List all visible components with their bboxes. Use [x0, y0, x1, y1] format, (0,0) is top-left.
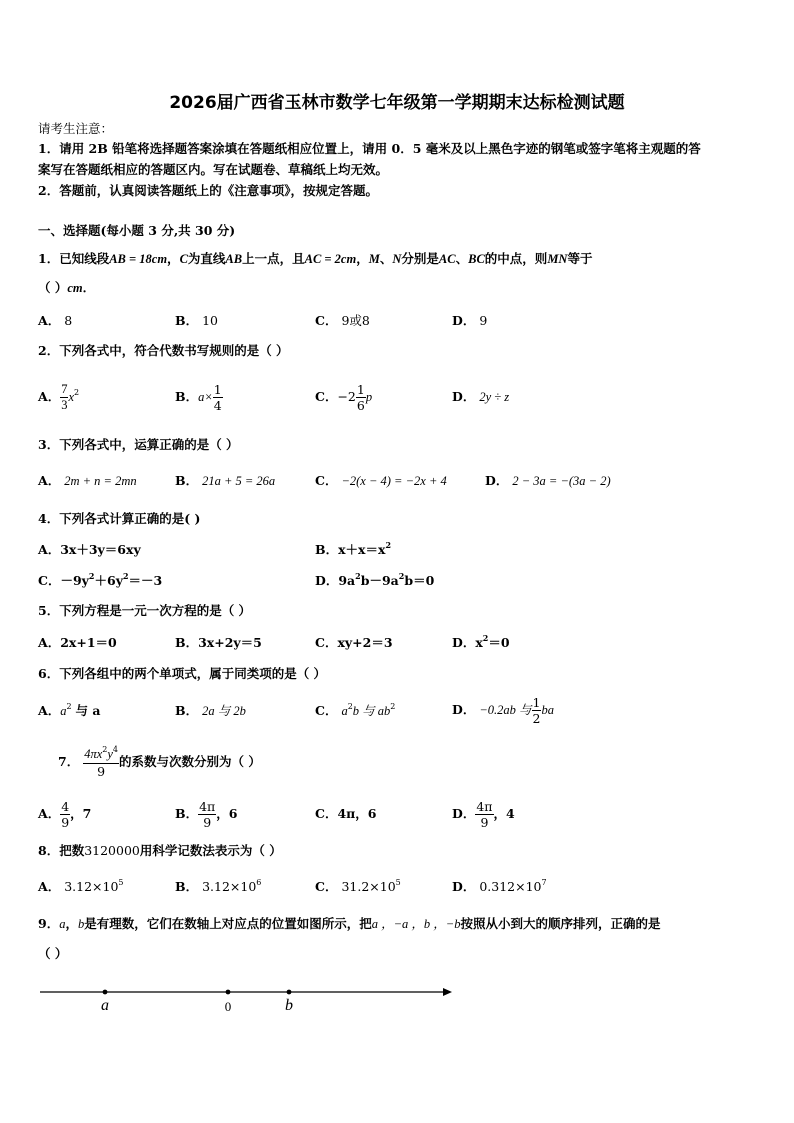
question-4-option-a[interactable]: A．3x＋3y＝6xy — [38, 542, 141, 557]
question-6-option-d[interactable]: D． −0.2ab 与 $\frac{1}{2}$ ba — [452, 695, 554, 726]
question-1-line-2: （ ）cm． — [38, 280, 96, 295]
question-8-stem: 8．把数3120000用科学记数法表示为（ ） — [38, 843, 282, 858]
question-1-stem: 1．已知线段AB = 18cm，C为直线AB上一点，且AC = 2cm，M、N分别是AC、BC的中点，则MN等于 — [38, 251, 593, 266]
question-7-option-d[interactable]: D． $\frac{4\pi}{9}$ ，4 — [452, 799, 515, 830]
notice-item-1-line-1: 1．请用 2B 铅笔将选择题答案涂填在答题纸相应位置上，请用 0．5 毫米及以上黑色字迹的钢笔或签字笔将主观题的答 — [38, 141, 701, 156]
question-7-option-b[interactable]: B． $\frac{4\pi}{9}$ ，6 — [175, 799, 238, 830]
notice-header: 请考生注意： — [38, 121, 114, 136]
question-1-option-c[interactable]: C． 9或8 — [315, 313, 370, 328]
point-a — [103, 990, 108, 995]
question-5-stem: 5．下列方程是一元一次方程的是（ ） — [38, 603, 252, 618]
notice-item-2: 2．答题前，认真阅读答题纸上的《注意事项》，按规定答题。 — [38, 183, 378, 198]
question-8-option-c[interactable]: C． $31.2\times 10^5$ — [315, 878, 401, 894]
question-5-option-a[interactable]: A．2x+1＝0 — [38, 635, 117, 650]
question-9-stem: 9．a，b是有理数，它们在数轴上对应点的位置如图所示，把a ，−a ，b ，−b按照从小到大的顺序排列，正确的是 — [38, 916, 661, 931]
label-b: b — [285, 997, 293, 1014]
label-zero: 0 — [224, 999, 232, 1014]
question-4-option-d[interactable]: D．$9a^2b-9a^2b=0$ — [315, 571, 435, 588]
question-1-option-a[interactable]: A． 8 — [38, 313, 73, 328]
point-b — [287, 990, 292, 995]
question-6-option-a[interactable]: A．$a^2$ 与 a — [38, 702, 101, 718]
question-8-option-d[interactable]: D． $0.312\times 10^7$ — [452, 878, 547, 894]
question-8-option-a[interactable]: A． $3.12\times 10^5$ — [38, 878, 124, 894]
question-2-option-b[interactable]: B．a× $\frac{1}{4}$ — [175, 382, 222, 413]
question-4-option-c[interactable]: C．$-9y^2+6y^2=-3$ — [38, 571, 163, 588]
question-3-option-c[interactable]: C． −2(x − 4) = −2x + 4 — [315, 473, 447, 488]
question-7-option-a[interactable]: A． $\frac{4}{9}$ ，7 — [38, 799, 92, 830]
question-1-option-b[interactable]: B． 10 — [175, 313, 218, 328]
number-line-figure — [38, 982, 458, 1022]
question-3-stem: 3．下列各式中，运算正确的是（ ） — [38, 437, 239, 452]
notice-item-1-line-2: 案写在答题纸相应的答题区内。写在试题卷、草稿纸上均无效。 — [38, 162, 389, 177]
question-6-option-b[interactable]: B． 2a 与 2b — [175, 703, 246, 718]
label-a: a — [101, 997, 109, 1014]
question-4-stem: 4．下列各式计算正确的是( ) — [38, 511, 201, 526]
question-6-option-c[interactable]: C． $a^2b$ 与 $ab^2$ — [315, 702, 396, 718]
question-2-option-c[interactable]: C．−2 $\frac{1}{6}$ p — [315, 382, 373, 413]
question-5-option-c[interactable]: C．xy+2＝3 — [315, 635, 393, 650]
question-3-option-b[interactable]: B． 21a + 5 = 26a — [175, 473, 276, 488]
question-6-stem: 6．下列各组中的两个单项式，属于同类项的是（ ） — [38, 666, 327, 681]
question-2-option-a[interactable]: A． $\frac{7}{3}$ $x^2$ — [38, 382, 80, 412]
question-5-option-d[interactable]: D．$x^2=0$ — [452, 633, 510, 650]
question-3-option-a[interactable]: A． 2m + n = 2mn — [38, 473, 137, 488]
question-4-option-b[interactable]: B．$x+x=x^2$ — [315, 540, 392, 557]
point-zero — [226, 990, 231, 995]
question-5-option-b[interactable]: B．3x+2y＝5 — [175, 635, 262, 650]
question-3-option-d[interactable]: D． 2 − 3a = −(3a − 2) — [485, 473, 611, 488]
question-2-stem: 2．下列各式中，符合代数书写规则的是（ ） — [38, 343, 289, 358]
question-7-stem: 7． $\frac{4\pi x^2y^4}{9}$ 的系数与次数分别为（ ） — [58, 745, 261, 779]
question-1-option-d[interactable]: D． 9 — [452, 313, 488, 328]
page-title: 2026届广西省玉林市数学七年级第一学期期末达标检测试题 — [169, 93, 625, 113]
arrow-right-icon — [443, 988, 452, 996]
section-heading: 一、选择题(每小题 3 分,共 30 分) — [38, 223, 236, 238]
question-9-paren: （ ） — [38, 946, 68, 961]
question-2-option-d[interactable]: D． 2y ÷ z — [452, 389, 510, 404]
question-7-option-c[interactable]: C．4π，6 — [315, 806, 377, 821]
question-8-option-b[interactable]: B． $3.12\times 10^6$ — [175, 878, 262, 894]
